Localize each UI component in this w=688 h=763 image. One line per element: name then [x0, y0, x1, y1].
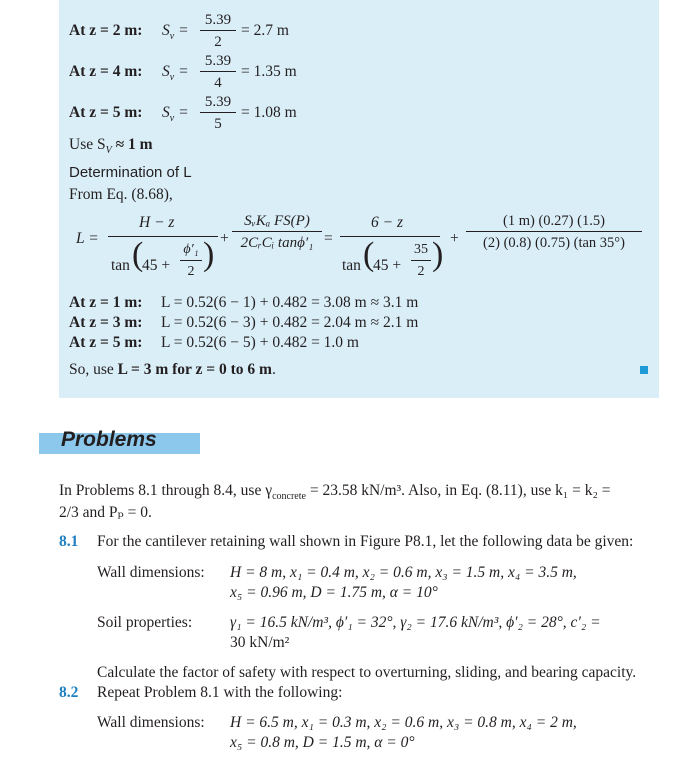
problems-intro-line2: 2/3 and Pₚ = 0. [59, 504, 152, 521]
equation-plus-2: + [450, 230, 459, 247]
spacing-z5-label: At z = 5 m: [69, 104, 143, 121]
spacing-z4-lhs: $S_v$ = [162, 63, 189, 84]
fraction-1-inner: 45 + [142, 257, 171, 274]
result-z1-label: At z = 1 m: [69, 294, 143, 311]
spacing-z2-fraction: 5.39 2 [200, 11, 236, 51]
fraction-3-bar [340, 236, 440, 237]
spacing-z2-lhs: $S_v$ = [162, 22, 189, 43]
spacing-z2-result: = 2.7 m [241, 22, 289, 39]
fraction-3-right-paren: ) [432, 236, 444, 273]
problem-8-1-wall-label: Wall dimensions: [97, 564, 205, 581]
conclusion-line: So, use L = 3 m for z = 0 to 6 m. [69, 361, 276, 378]
determination-heading: Determination of L [69, 164, 192, 181]
problems-intro-line1: In Problems 8.1 through 8.4, use $\gamma_{concrete} = 23.58$ kN/m³. Also, in Eq. (8.11), use k₁ = k₂ = [59, 482, 611, 503]
problem-8-1-wall-line1: H = 8 m, x₁ = 0.4 m, x₂ = 0.6 m, x₃ = 1.5 m, x₄ = 3.5 m, [230, 564, 577, 581]
problem-8-1-soil-label: Soil properties: [97, 614, 193, 631]
fraction-1-right-paren: ) [203, 236, 215, 273]
result-z5-value: L = 0.52(6 − 5) + 0.482 = 1.0 m [161, 334, 359, 351]
spacing-z4-result: = 1.35 m [241, 63, 297, 80]
fraction-3-tan: tan [342, 257, 361, 274]
result-z1-value: L = 0.52(6 − 1) + 0.482 = 3.08 m ≈ 3.1 m [161, 294, 419, 311]
problem-8-2-wall-label: Wall dimensions: [97, 714, 205, 731]
problem-8-1-soil-line1: γ₁ = 16.5 kN/m³, ϕ′₁ = 32°, γ₂ = 17.6 kN/m³, ϕ′₂ = 28°, c′₂ = [230, 614, 601, 631]
from-equation-text: From Eq. (8.68), [69, 186, 173, 203]
equation-fraction-2: SᵥKₐ FS(P) 2CᵣCᵢ tanϕ′₁ [232, 212, 322, 252]
fraction-1-phi-over-2: ϕ′₁ 2 [180, 241, 202, 281]
equation-fraction-4: (1 m) (0.27) (1.5) (2) (0.8) (0.75) (tan 35°) [466, 212, 642, 252]
equation-equals: = [324, 230, 333, 247]
spacing-z5-result: = 1.08 m [241, 104, 297, 121]
problem-8-2-number: 8.2 [59, 684, 79, 701]
problem-8-1-soil-line2: 30 kN/m² [230, 634, 290, 651]
problem-8-1-calc: Calculate the factor of safety with respect to overturning, sliding, and bearing capacity. [97, 664, 637, 681]
result-z5-label: At z = 5 m: [69, 334, 143, 351]
equation-L-lhs: L = [76, 230, 99, 247]
fraction-3-numerator: 6 − z [371, 214, 403, 231]
problem-8-1-wall-line2: x₅ = 0.96 m, D = 1.75 m, α = 10° [230, 584, 438, 601]
problem-8-2-text: Repeat Problem 8.1 with the following: [97, 684, 343, 701]
fraction-1-numerator: H − z [139, 214, 175, 231]
spacing-z4-fraction: 5.39 4 [200, 52, 236, 92]
fraction-1-tan: tan [111, 257, 130, 274]
problem-8-1-text: For the cantilever retaining wall shown in Figure P8.1, let the following data be given: [97, 533, 634, 550]
fraction-1-left-paren: ( [132, 236, 144, 273]
spacing-z5-lhs: $S_v$ = [162, 104, 189, 125]
spacing-z4-label: At z = 4 m: [69, 63, 143, 80]
fraction-1-bar [108, 236, 218, 237]
spacing-z2-label: At z = 2 m: [69, 22, 143, 39]
use-sv-line: Use $S_V \approx 1$ m [69, 136, 153, 157]
spacing-z5-fraction: 5.39 5 [200, 93, 236, 133]
result-z3-value: L = 0.52(6 − 3) + 0.482 = 2.04 m ≈ 2.1 m [161, 314, 419, 331]
problem-8-2-wall-line1: H = 6.5 m, x₁ = 0.3 m, x₂ = 0.6 m, x₃ = 0.8 m, x₄ = 2 m, [230, 714, 577, 731]
problem-8-2-wall-line2: x₅ = 0.8 m, D = 1.5 m, α = 0° [230, 734, 415, 751]
problem-8-1-number: 8.1 [59, 533, 79, 550]
end-of-example-marker [640, 366, 648, 374]
equation-plus-1: + [220, 230, 229, 247]
fraction-3-35-over-2: 35 2 [411, 241, 431, 281]
problems-heading: Problems [61, 428, 157, 451]
fraction-3-inner: 45 + [373, 257, 402, 274]
fraction-3-left-paren: ( [363, 236, 375, 273]
result-z3-label: At z = 3 m: [69, 314, 143, 331]
